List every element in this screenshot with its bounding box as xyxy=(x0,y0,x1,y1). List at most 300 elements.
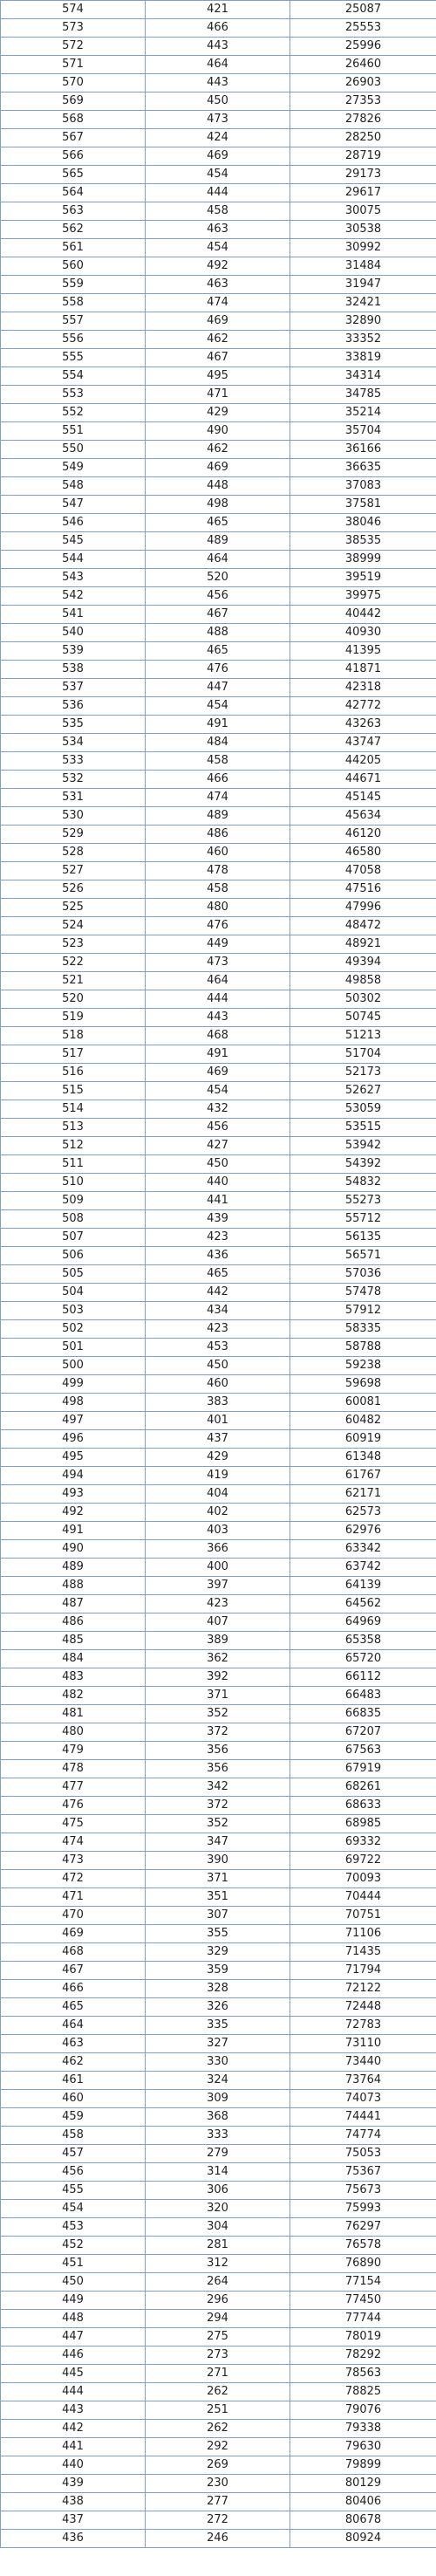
count-cell: 404 xyxy=(146,1485,290,1504)
cumulative-cell: 46120 xyxy=(290,826,436,844)
cumulative-cell: 68985 xyxy=(290,1815,436,1833)
cumulative-cell: 26903 xyxy=(290,74,436,92)
score-cell: 445 xyxy=(1,2365,146,2383)
score-cell: 444 xyxy=(1,2383,146,2401)
score-cell: 535 xyxy=(1,716,146,734)
table-row xyxy=(1,2053,436,2072)
cumulative-cell: 53059 xyxy=(290,1100,436,1119)
score-cell: 500 xyxy=(1,1357,146,1375)
score-cell: 555 xyxy=(1,349,146,367)
cumulative-cell: 69332 xyxy=(290,1833,436,1852)
count-cell: 306 xyxy=(146,2182,290,2200)
cumulative-cell: 71106 xyxy=(290,1925,436,1943)
count-cell: 434 xyxy=(146,1302,290,1320)
cumulative-cell: 58788 xyxy=(290,1339,436,1357)
score-cell: 449 xyxy=(1,2292,146,2310)
count-cell: 402 xyxy=(146,1504,290,1522)
cumulative-cell: 35704 xyxy=(290,422,436,441)
count-cell: 476 xyxy=(146,661,290,679)
count-cell: 440 xyxy=(146,1174,290,1192)
table-row xyxy=(1,2328,436,2346)
count-cell: 442 xyxy=(146,1284,290,1302)
cumulative-cell: 79630 xyxy=(290,2438,436,2456)
score-cell: 475 xyxy=(1,1815,146,1833)
score-cell: 438 xyxy=(1,2493,146,2511)
count-cell: 489 xyxy=(146,532,290,551)
score-cell: 453 xyxy=(1,2218,146,2237)
score-cell: 507 xyxy=(1,1229,146,1247)
score-cell: 474 xyxy=(1,1833,146,1852)
score-cell: 451 xyxy=(1,2255,146,2273)
cumulative-cell: 72783 xyxy=(290,2017,436,2035)
count-cell: 401 xyxy=(146,1412,290,1430)
count-cell: 465 xyxy=(146,642,290,661)
score-cell: 457 xyxy=(1,2145,146,2163)
score-cell: 572 xyxy=(1,38,146,56)
table-row xyxy=(1,2072,436,2090)
cumulative-cell: 44671 xyxy=(290,771,436,789)
table-row xyxy=(1,2163,436,2182)
cumulative-cell: 75367 xyxy=(290,2163,436,2182)
cumulative-cell: 68261 xyxy=(290,1778,436,1797)
table-row xyxy=(1,899,436,917)
table-row xyxy=(1,1155,436,1174)
cumulative-cell: 28719 xyxy=(290,147,436,166)
cumulative-cell: 73440 xyxy=(290,2053,436,2072)
table-row xyxy=(1,1943,436,1962)
score-cell: 565 xyxy=(1,166,146,184)
cumulative-cell: 76578 xyxy=(290,2237,436,2255)
count-cell: 450 xyxy=(146,1155,290,1174)
score-cell: 490 xyxy=(1,1540,146,1559)
table-row xyxy=(1,1284,436,1302)
score-cell: 488 xyxy=(1,1577,146,1595)
cumulative-cell: 64139 xyxy=(290,1577,436,1595)
table-row xyxy=(1,147,436,166)
count-cell: 492 xyxy=(146,257,290,276)
count-cell: 304 xyxy=(146,2218,290,2237)
score-cell: 440 xyxy=(1,2456,146,2475)
count-cell: 463 xyxy=(146,276,290,294)
cumulative-cell: 33352 xyxy=(290,331,436,349)
table-row xyxy=(1,386,436,404)
cumulative-cell: 57036 xyxy=(290,1265,436,1284)
score-cell: 481 xyxy=(1,1705,146,1723)
table-row xyxy=(1,1320,436,1339)
score-cell: 478 xyxy=(1,1760,146,1778)
count-cell: 272 xyxy=(146,2511,290,2530)
table-row xyxy=(1,2383,436,2401)
count-cell: 359 xyxy=(146,1962,290,1980)
count-cell: 436 xyxy=(146,1247,290,1265)
cumulative-cell: 60482 xyxy=(290,1412,436,1430)
table-row xyxy=(1,1668,436,1687)
count-cell: 466 xyxy=(146,771,290,789)
table-row xyxy=(1,532,436,551)
cumulative-cell: 63742 xyxy=(290,1559,436,1577)
count-cell: 463 xyxy=(146,221,290,239)
table-row xyxy=(1,1522,436,1540)
score-cell: 528 xyxy=(1,844,146,862)
cumulative-cell: 52627 xyxy=(290,1082,436,1100)
cumulative-cell: 50302 xyxy=(290,990,436,1009)
score-cell: 520 xyxy=(1,990,146,1009)
count-cell: 330 xyxy=(146,2053,290,2072)
table-row xyxy=(1,404,436,422)
score-cell: 523 xyxy=(1,935,146,954)
table-row xyxy=(1,2493,436,2511)
count-cell: 488 xyxy=(146,624,290,642)
table-row xyxy=(1,441,436,459)
cumulative-cell: 62171 xyxy=(290,1485,436,1504)
score-cell: 564 xyxy=(1,184,146,202)
count-cell: 403 xyxy=(146,1522,290,1540)
cumulative-cell: 54392 xyxy=(290,1155,436,1174)
count-cell: 484 xyxy=(146,734,290,752)
table-row xyxy=(1,844,436,862)
cumulative-cell: 75993 xyxy=(290,2200,436,2218)
score-cell: 513 xyxy=(1,1119,146,1137)
score-cell: 485 xyxy=(1,1632,146,1650)
table-row xyxy=(1,1559,436,1577)
table-row xyxy=(1,221,436,239)
table-row xyxy=(1,56,436,74)
table-row xyxy=(1,1778,436,1797)
cumulative-cell: 65720 xyxy=(290,1650,436,1668)
cumulative-cell: 66835 xyxy=(290,1705,436,1723)
score-cell: 559 xyxy=(1,276,146,294)
score-cell: 491 xyxy=(1,1522,146,1540)
count-cell: 471 xyxy=(146,386,290,404)
score-cell: 530 xyxy=(1,807,146,826)
cumulative-cell: 32421 xyxy=(290,294,436,312)
table-row xyxy=(1,1687,436,1705)
score-cell: 556 xyxy=(1,331,146,349)
table-row xyxy=(1,1888,436,1907)
cumulative-cell: 67919 xyxy=(290,1760,436,1778)
count-cell: 444 xyxy=(146,990,290,1009)
count-cell: 458 xyxy=(146,202,290,221)
table-row xyxy=(1,1137,436,1155)
table-row xyxy=(1,1925,436,1943)
score-cell: 459 xyxy=(1,2108,146,2127)
cumulative-cell: 76297 xyxy=(290,2218,436,2237)
table-row xyxy=(1,679,436,697)
score-cell: 461 xyxy=(1,2072,146,2090)
table-row xyxy=(1,1357,436,1375)
score-cell: 532 xyxy=(1,771,146,789)
table-row xyxy=(1,2182,436,2200)
cumulative-cell: 78019 xyxy=(290,2328,436,2346)
table-row xyxy=(1,2401,436,2420)
count-cell: 439 xyxy=(146,1210,290,1229)
cumulative-cell: 48472 xyxy=(290,917,436,935)
score-cell: 527 xyxy=(1,862,146,880)
count-cell: 281 xyxy=(146,2237,290,2255)
count-cell: 371 xyxy=(146,1687,290,1705)
table-row xyxy=(1,1870,436,1888)
count-cell: 458 xyxy=(146,880,290,899)
count-cell: 324 xyxy=(146,2072,290,2090)
count-cell: 327 xyxy=(146,2035,290,2053)
cumulative-cell: 55273 xyxy=(290,1192,436,1210)
count-cell: 476 xyxy=(146,917,290,935)
count-cell: 279 xyxy=(146,2145,290,2163)
count-cell: 296 xyxy=(146,2292,290,2310)
cumulative-cell: 25087 xyxy=(290,1,436,19)
cumulative-cell: 62976 xyxy=(290,1522,436,1540)
cumulative-cell: 38046 xyxy=(290,514,436,532)
cumulative-cell: 26460 xyxy=(290,56,436,74)
score-cell: 568 xyxy=(1,111,146,129)
count-cell: 454 xyxy=(146,1082,290,1100)
cumulative-cell: 43263 xyxy=(290,716,436,734)
count-cell: 467 xyxy=(146,349,290,367)
count-cell: 355 xyxy=(146,1925,290,1943)
count-cell: 362 xyxy=(146,1650,290,1668)
table-row xyxy=(1,1797,436,1815)
table-row xyxy=(1,551,436,569)
count-cell: 264 xyxy=(146,2273,290,2292)
cumulative-cell: 39975 xyxy=(290,587,436,606)
cumulative-cell: 71435 xyxy=(290,1943,436,1962)
score-cell: 473 xyxy=(1,1852,146,1870)
table-row xyxy=(1,752,436,771)
count-cell: 407 xyxy=(146,1613,290,1632)
table-row xyxy=(1,2511,436,2530)
count-cell: 520 xyxy=(146,569,290,587)
table-row xyxy=(1,1,436,19)
count-cell: 474 xyxy=(146,294,290,312)
cumulative-cell: 47516 xyxy=(290,880,436,899)
score-cell: 466 xyxy=(1,1980,146,1998)
score-cell: 494 xyxy=(1,1467,146,1485)
score-cell: 542 xyxy=(1,587,146,606)
table-row xyxy=(1,2273,436,2292)
count-cell: 429 xyxy=(146,404,290,422)
count-cell: 468 xyxy=(146,1027,290,1045)
score-cell: 495 xyxy=(1,1449,146,1467)
cumulative-cell: 25553 xyxy=(290,19,436,38)
cumulative-cell: 73764 xyxy=(290,2072,436,2090)
count-cell: 277 xyxy=(146,2493,290,2511)
count-cell: 464 xyxy=(146,972,290,990)
count-cell: 372 xyxy=(146,1723,290,1742)
table-row xyxy=(1,2035,436,2053)
count-cell: 458 xyxy=(146,752,290,771)
count-cell: 347 xyxy=(146,1833,290,1852)
cumulative-cell: 45634 xyxy=(290,807,436,826)
cumulative-cell: 64969 xyxy=(290,1613,436,1632)
count-cell: 427 xyxy=(146,1137,290,1155)
count-cell: 474 xyxy=(146,789,290,807)
table-row xyxy=(1,1100,436,1119)
cumulative-cell: 35214 xyxy=(290,404,436,422)
count-cell: 351 xyxy=(146,1888,290,1907)
score-cell: 441 xyxy=(1,2438,146,2456)
table-row xyxy=(1,1962,436,1980)
table-row xyxy=(1,422,436,441)
count-cell: 352 xyxy=(146,1705,290,1723)
count-cell: 454 xyxy=(146,697,290,716)
cumulative-cell: 33819 xyxy=(290,349,436,367)
score-cell: 547 xyxy=(1,496,146,514)
count-cell: 419 xyxy=(146,1467,290,1485)
table-row xyxy=(1,331,436,349)
cumulative-cell: 48921 xyxy=(290,935,436,954)
count-cell: 456 xyxy=(146,1119,290,1137)
cumulative-cell: 75053 xyxy=(290,2145,436,2163)
score-cell: 442 xyxy=(1,2420,146,2438)
count-cell: 356 xyxy=(146,1760,290,1778)
score-cell: 508 xyxy=(1,1210,146,1229)
cumulative-cell: 44205 xyxy=(290,752,436,771)
count-cell: 443 xyxy=(146,74,290,92)
table-row xyxy=(1,1595,436,1613)
count-cell: 262 xyxy=(146,2383,290,2401)
table-row xyxy=(1,1174,436,1192)
table-row xyxy=(1,1210,436,1229)
score-cell: 454 xyxy=(1,2200,146,2218)
table-row xyxy=(1,294,436,312)
cumulative-cell: 74774 xyxy=(290,2127,436,2145)
score-cell: 524 xyxy=(1,917,146,935)
count-cell: 467 xyxy=(146,606,290,624)
score-cell: 533 xyxy=(1,752,146,771)
cumulative-cell: 52173 xyxy=(290,1064,436,1082)
table-row xyxy=(1,239,436,257)
score-cell: 521 xyxy=(1,972,146,990)
cumulative-cell: 30538 xyxy=(290,221,436,239)
cumulative-cell: 80678 xyxy=(290,2511,436,2530)
score-cell: 557 xyxy=(1,312,146,331)
count-cell: 469 xyxy=(146,147,290,166)
cumulative-cell: 61348 xyxy=(290,1449,436,1467)
cumulative-cell: 41871 xyxy=(290,661,436,679)
table-row xyxy=(1,1394,436,1412)
count-cell: 356 xyxy=(146,1742,290,1760)
table-row xyxy=(1,972,436,990)
cumulative-cell: 51213 xyxy=(290,1027,436,1045)
table-row xyxy=(1,1302,436,1320)
cumulative-cell: 72122 xyxy=(290,1980,436,1998)
score-cell: 554 xyxy=(1,367,146,386)
count-cell: 490 xyxy=(146,422,290,441)
table-row xyxy=(1,111,436,129)
count-cell: 372 xyxy=(146,1797,290,1815)
score-cell: 563 xyxy=(1,202,146,221)
cumulative-cell: 50745 xyxy=(290,1009,436,1027)
score-cell: 472 xyxy=(1,1870,146,1888)
cumulative-cell: 72448 xyxy=(290,1998,436,2017)
table-row xyxy=(1,2200,436,2218)
score-cell: 467 xyxy=(1,1962,146,1980)
table-row xyxy=(1,1339,436,1357)
count-cell: 309 xyxy=(146,2090,290,2108)
cumulative-cell: 71794 xyxy=(290,1962,436,1980)
cumulative-cell: 34785 xyxy=(290,386,436,404)
score-cell: 522 xyxy=(1,954,146,972)
cumulative-cell: 80406 xyxy=(290,2493,436,2511)
cumulative-cell: 47996 xyxy=(290,899,436,917)
table-row xyxy=(1,459,436,477)
cumulative-cell: 78563 xyxy=(290,2365,436,2383)
cumulative-cell: 62573 xyxy=(290,1504,436,1522)
table-row xyxy=(1,697,436,716)
table-row xyxy=(1,19,436,38)
score-cell: 552 xyxy=(1,404,146,422)
score-cell: 468 xyxy=(1,1943,146,1962)
score-cell: 537 xyxy=(1,679,146,697)
table-row xyxy=(1,2090,436,2108)
score-cell: 526 xyxy=(1,880,146,899)
cumulative-cell: 42318 xyxy=(290,679,436,697)
cumulative-cell: 67207 xyxy=(290,1723,436,1742)
cumulative-cell: 70444 xyxy=(290,1888,436,1907)
table-row xyxy=(1,569,436,587)
table-row xyxy=(1,1485,436,1504)
score-cell: 487 xyxy=(1,1595,146,1613)
score-cell: 519 xyxy=(1,1009,146,1027)
count-cell: 491 xyxy=(146,716,290,734)
cumulative-cell: 70093 xyxy=(290,1870,436,1888)
cumulative-cell: 53942 xyxy=(290,1137,436,1155)
table-row xyxy=(1,257,436,276)
score-cell: 492 xyxy=(1,1504,146,1522)
score-cell: 471 xyxy=(1,1888,146,1907)
table-row xyxy=(1,2108,436,2127)
cumulative-cell: 75673 xyxy=(290,2182,436,2200)
cumulative-cell: 64562 xyxy=(290,1595,436,1613)
count-cell: 489 xyxy=(146,807,290,826)
score-cell: 463 xyxy=(1,2035,146,2053)
cumulative-cell: 60081 xyxy=(290,1394,436,1412)
table-row xyxy=(1,2127,436,2145)
score-cell: 447 xyxy=(1,2328,146,2346)
cumulative-cell: 36166 xyxy=(290,441,436,459)
count-cell: 469 xyxy=(146,312,290,331)
count-cell: 251 xyxy=(146,2401,290,2420)
count-cell: 450 xyxy=(146,1357,290,1375)
table-row xyxy=(1,74,436,92)
cumulative-cell: 77450 xyxy=(290,2292,436,2310)
table-row xyxy=(1,2237,436,2255)
score-cell: 502 xyxy=(1,1320,146,1339)
score-cell: 569 xyxy=(1,92,146,111)
score-cell: 493 xyxy=(1,1485,146,1504)
cumulative-cell: 28250 xyxy=(290,129,436,147)
cumulative-cell: 45145 xyxy=(290,789,436,807)
table-row xyxy=(1,716,436,734)
table-row xyxy=(1,514,436,532)
cumulative-cell: 79076 xyxy=(290,2401,436,2420)
table-row xyxy=(1,1229,436,1247)
cumulative-cell: 37083 xyxy=(290,477,436,496)
table-row xyxy=(1,1430,436,1449)
count-cell: 389 xyxy=(146,1632,290,1650)
table-row xyxy=(1,807,436,826)
count-cell: 498 xyxy=(146,496,290,514)
cumulative-cell: 49394 xyxy=(290,954,436,972)
score-cell: 486 xyxy=(1,1613,146,1632)
score-cell: 482 xyxy=(1,1687,146,1705)
cumulative-cell: 58335 xyxy=(290,1320,436,1339)
score-cell: 499 xyxy=(1,1375,146,1394)
count-cell: 342 xyxy=(146,1778,290,1797)
cumulative-cell: 51704 xyxy=(290,1045,436,1064)
table-row xyxy=(1,917,436,935)
cumulative-cell: 66112 xyxy=(290,1668,436,1687)
